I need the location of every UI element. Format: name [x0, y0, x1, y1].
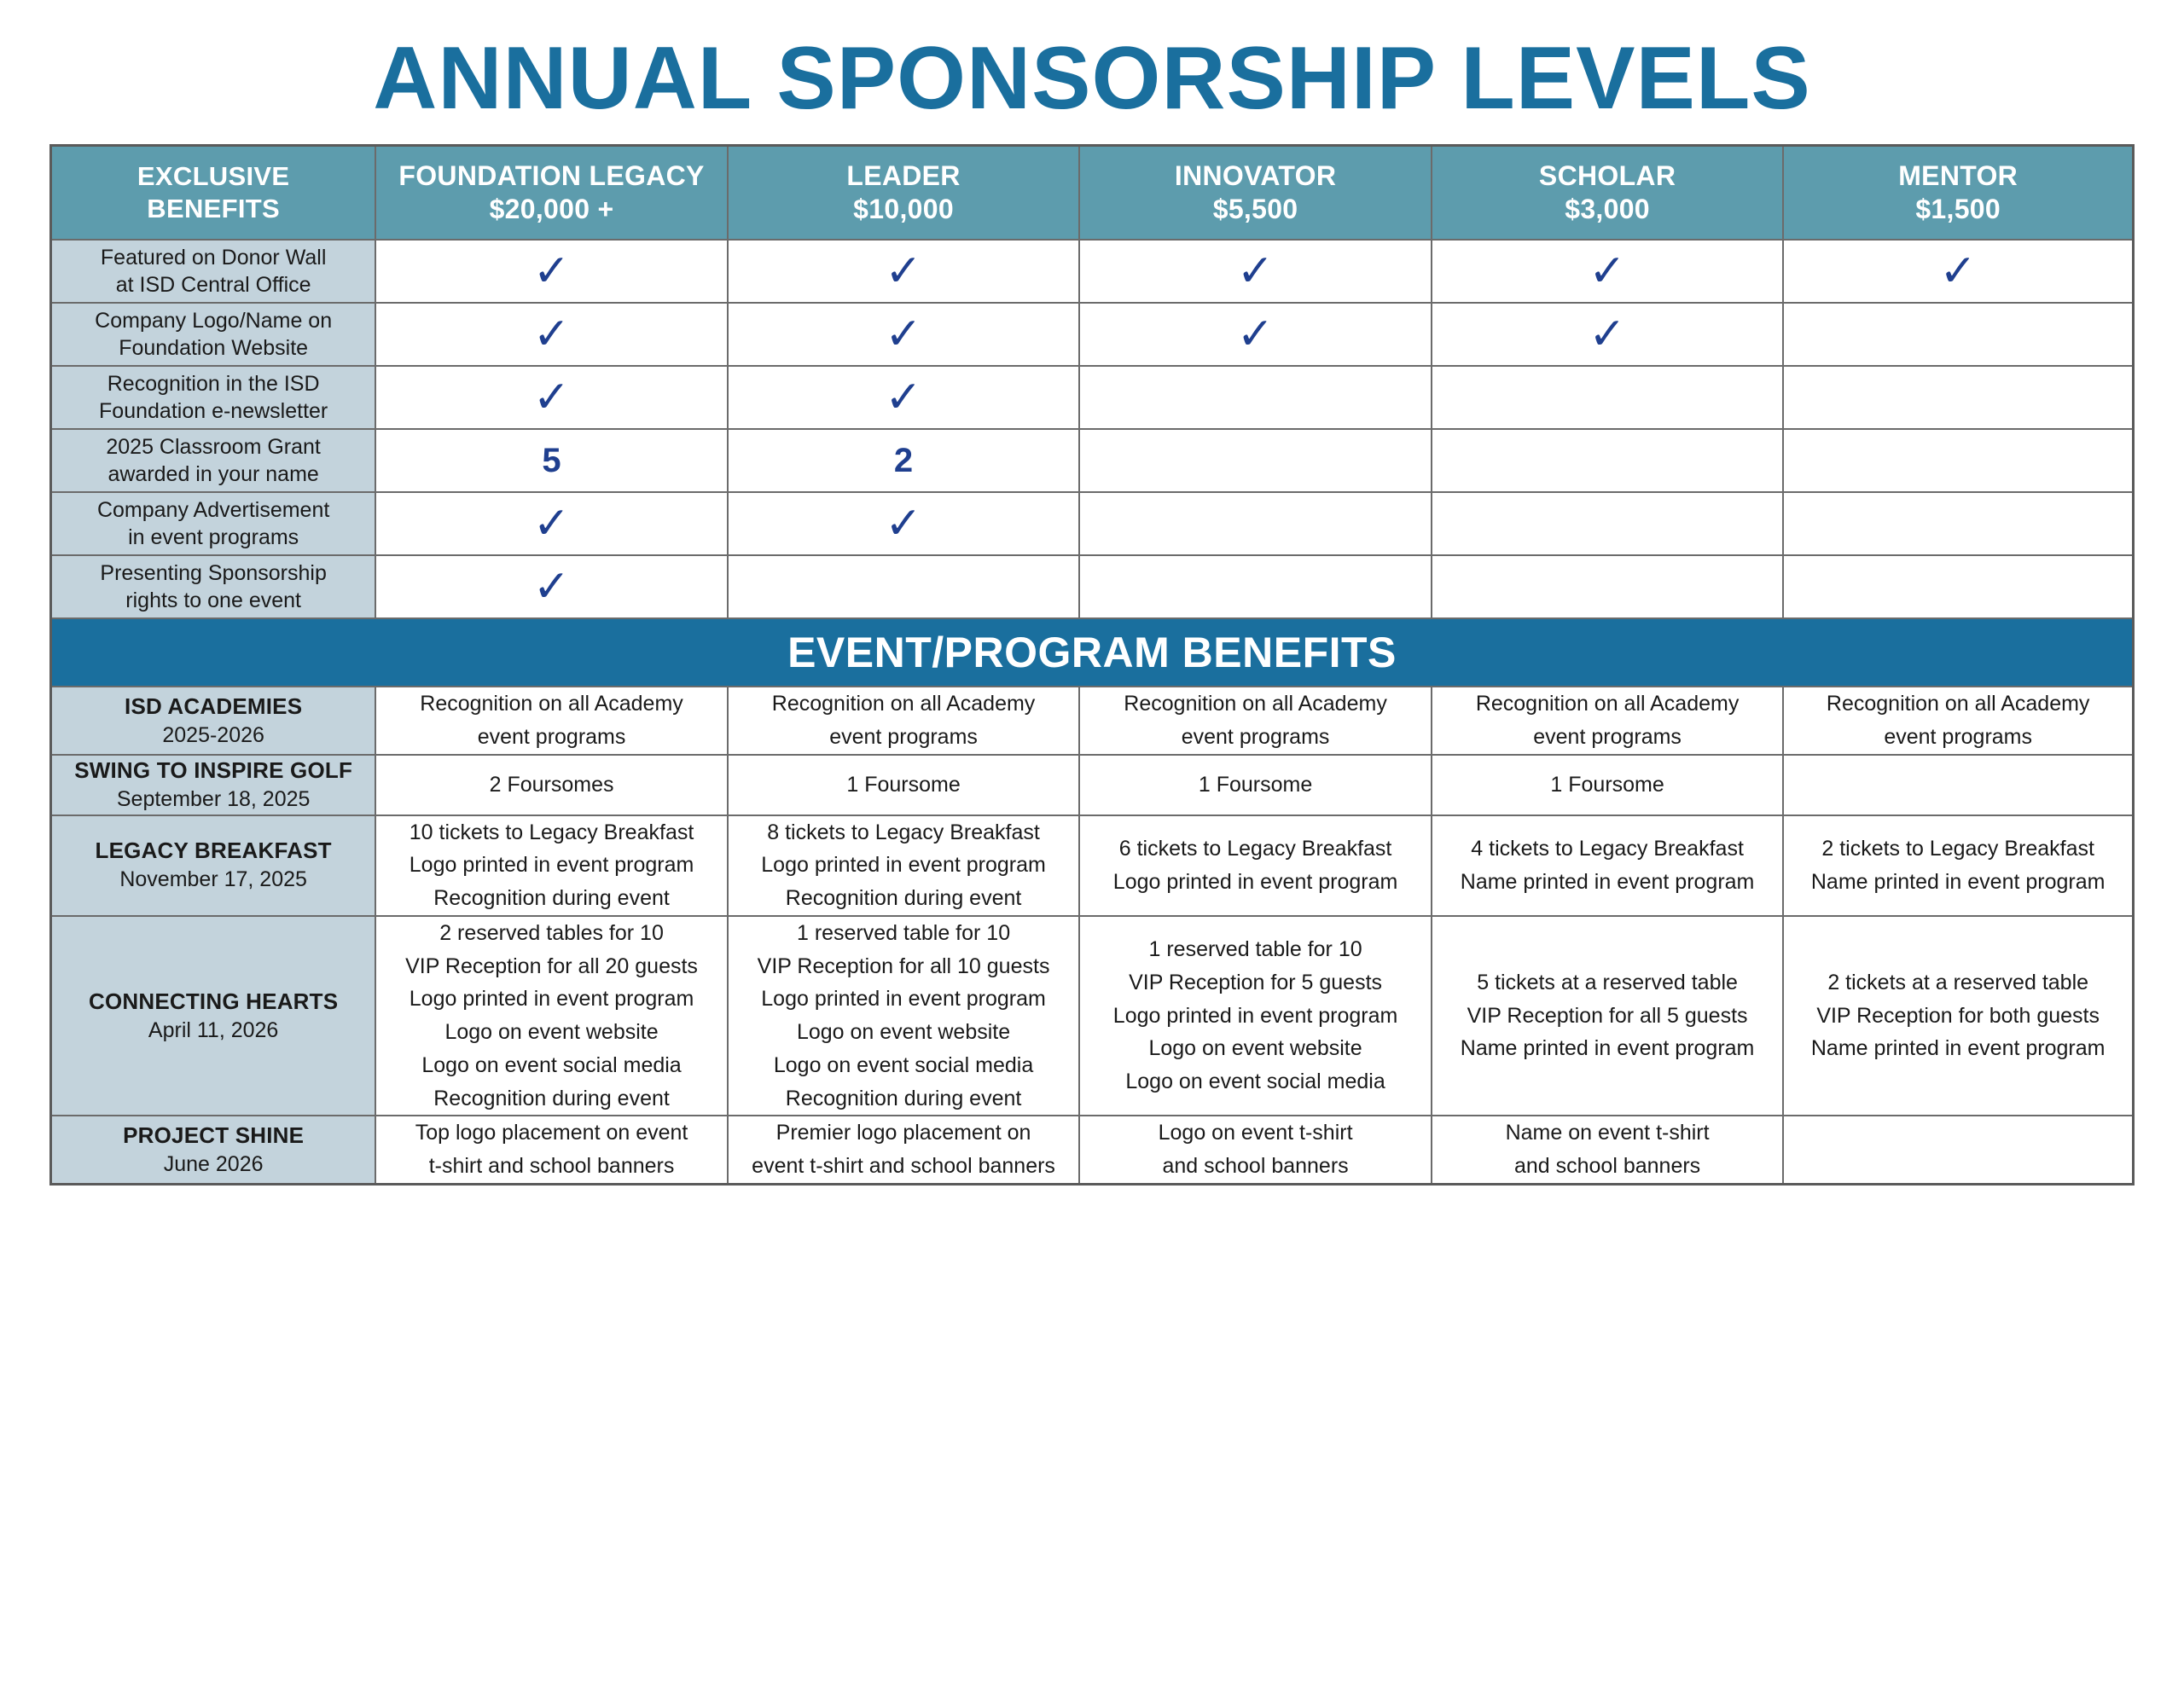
table-row: [51, 303, 2134, 366]
column-header-scholar: [1432, 146, 1784, 241]
event-benefit-cell: Premier logo placement on event t-shirt and school banners: [728, 1116, 1080, 1184]
event-benefit-cell: Top logo placement on event t-shirt and school banners: [375, 1116, 728, 1184]
event-benefit-cell: 1 reserved table for 10 VIP Reception for 5 guests Logo printed in event program Logo on event website Logo on event social media: [1079, 916, 1432, 1116]
event-name: SWING TO INSPIRE GOLF: [74, 757, 353, 783]
column-header-leader: [728, 146, 1080, 241]
column-header-price: $3,000: [1565, 194, 1650, 225]
column-header-title: MENTOR: [1898, 160, 2018, 192]
benefit-value: [1432, 366, 1784, 429]
benefit-value: ✓: [375, 303, 728, 366]
page-title: ANNUAL SPONSORSHIP LEVELS: [373, 29, 1811, 128]
benefit-value: ✓: [728, 240, 1080, 303]
table-row: [51, 555, 2134, 618]
event-benefit-cell: 1 Foursome: [728, 755, 1080, 815]
table-row: [51, 429, 2134, 492]
section-band-row: [51, 618, 2134, 687]
event-benefit-cell: 1 Foursome: [1079, 755, 1432, 815]
event-benefit-cell: 10 tickets to Legacy Breakfast Logo printed in event program Recognition during event: [375, 815, 728, 916]
column-header-exclusive-benefits: [51, 146, 376, 241]
event-benefit-cell: 2 reserved tables for 10 VIP Reception for all 20 guests Logo printed in event program Logo on event website Logo on event social media Recognition during event: [375, 916, 728, 1116]
event-benefit-cell: 4 tickets to Legacy Breakfast Name printed in event program: [1432, 815, 1784, 916]
benefit-value: ✓: [728, 303, 1080, 366]
benefit-value: ✓: [375, 240, 728, 303]
benefit-label: Featured on Donor Wall at ISD Central Office: [51, 240, 376, 303]
event-benefit-cell: 2 Foursomes: [375, 755, 728, 815]
benefit-value: ✓: [728, 366, 1080, 429]
event-date: June 2026: [163, 1151, 264, 1176]
event-date: 2025-2026: [162, 722, 264, 747]
benefit-value: [1783, 555, 2133, 618]
benefit-label: Presenting Sponsorship rights to one event: [51, 555, 376, 618]
column-header-subtitle: BENEFITS: [147, 194, 280, 224]
section-band: EVENT/PROGRAM BENEFITS: [51, 618, 2134, 687]
table-row: [51, 815, 2134, 916]
event-benefit-cell: 2 tickets to Legacy Breakfast Name printed in event program: [1783, 815, 2133, 916]
event-benefit-cell: 5 tickets at a reserved table VIP Reception for all 5 guests Name printed in event program: [1432, 916, 1784, 1116]
benefit-value: [1432, 555, 1784, 618]
benefit-value: [1079, 366, 1432, 429]
column-header-mentor: [1783, 146, 2133, 241]
benefit-value: ✓: [375, 492, 728, 555]
benefit-value: [1079, 429, 1432, 492]
benefit-value: ✓: [375, 366, 728, 429]
event-benefit-cell: Name on event t-shirt and school banners: [1432, 1116, 1784, 1184]
event-name: LEGACY BREAKFAST: [95, 838, 332, 864]
event-date: April 11, 2026: [148, 1017, 279, 1042]
table-row: [51, 240, 2134, 303]
event-benefit-cell: [1783, 1116, 2133, 1184]
event-date: September 18, 2025: [116, 786, 311, 811]
table-row: [51, 366, 2134, 429]
table-row: [51, 1116, 2134, 1184]
benefit-value: ✓: [1079, 303, 1432, 366]
benefit-value: ✓: [1079, 240, 1432, 303]
event-name: ISD ACADEMIES: [125, 693, 303, 719]
table-row: [51, 492, 2134, 555]
event-label: [51, 815, 376, 916]
table-header-row: [51, 146, 2134, 241]
benefit-value: ✓: [728, 492, 1080, 555]
event-label: [51, 916, 376, 1116]
benefit-value: ✓: [375, 555, 728, 618]
benefit-value: [1079, 555, 1432, 618]
event-benefit-cell: 2 tickets at a reserved table VIP Reception for both guests Name printed in event program: [1783, 916, 2133, 1116]
column-header-title: LEADER: [846, 160, 961, 192]
event-label: [51, 755, 376, 815]
column-header-price: $20,000 +: [489, 194, 614, 225]
event-label: [51, 1116, 376, 1184]
benefit-label: Company Advertisement in event programs: [51, 492, 376, 555]
benefit-value: [1783, 429, 2133, 492]
event-benefit-cell: 8 tickets to Legacy Breakfast Logo printed in event program Recognition during event: [728, 815, 1080, 916]
column-header-title: INNOVATOR: [1174, 160, 1337, 192]
benefit-value: [1079, 492, 1432, 555]
event-benefit-cell: Recognition on all Academy event programs: [1079, 687, 1432, 755]
column-header-price: $5,500: [1212, 194, 1298, 225]
event-name: PROJECT SHINE: [123, 1122, 305, 1148]
column-header-title: EXCLUSIVE: [136, 161, 290, 192]
benefit-value: 2: [728, 429, 1080, 492]
event-benefit-cell: Recognition on all Academy event programs: [728, 687, 1080, 755]
benefit-value: [1432, 429, 1784, 492]
benefit-value: ✓: [1783, 240, 2133, 303]
benefit-value: 5: [375, 429, 728, 492]
table-row: [51, 755, 2134, 815]
benefit-value: [1783, 492, 2133, 555]
event-benefit-cell: 1 Foursome: [1432, 755, 1784, 815]
column-header-innovator: [1079, 146, 1432, 241]
event-benefit-cell: Logo on event t-shirt and school banners: [1079, 1116, 1432, 1184]
column-header-title: SCHOLAR: [1538, 160, 1676, 192]
benefit-label: Company Logo/Name on Foundation Website: [51, 303, 376, 366]
benefit-value: [728, 555, 1080, 618]
event-benefit-cell: Recognition on all Academy event programs: [1783, 687, 2133, 755]
column-header-foundation-legacy: [375, 146, 728, 241]
table-row: [51, 916, 2134, 1116]
benefit-value: [1783, 303, 2133, 366]
benefit-value: [1432, 492, 1784, 555]
column-header-title: FOUNDATION LEGACY: [398, 160, 705, 192]
sponsorship-table: [49, 144, 2135, 1186]
benefit-label: 2025 Classroom Grant awarded in your name: [51, 429, 376, 492]
benefit-value: ✓: [1432, 240, 1784, 303]
event-benefit-cell: [1783, 755, 2133, 815]
table-row: [51, 687, 2134, 755]
event-benefit-cell: 1 reserved table for 10 VIP Reception for all 10 guests Logo printed in event program Logo on event website Logo on event social media Recognition during event: [728, 916, 1080, 1116]
event-label: [51, 687, 376, 755]
benefit-label: Recognition in the ISD Foundation e-newsletter: [51, 366, 376, 429]
event-benefit-cell: Recognition on all Academy event programs: [375, 687, 728, 755]
column-header-price: $1,500: [1915, 194, 2001, 225]
benefit-value: [1783, 366, 2133, 429]
benefit-value: ✓: [1432, 303, 1784, 366]
event-benefit-cell: Recognition on all Academy event programs: [1432, 687, 1784, 755]
event-date: November 17, 2025: [119, 867, 307, 892]
event-benefit-cell: 6 tickets to Legacy Breakfast Logo printed in event program: [1079, 815, 1432, 916]
column-header-price: $10,000: [853, 194, 954, 225]
event-name: CONNECTING HEARTS: [88, 988, 339, 1014]
